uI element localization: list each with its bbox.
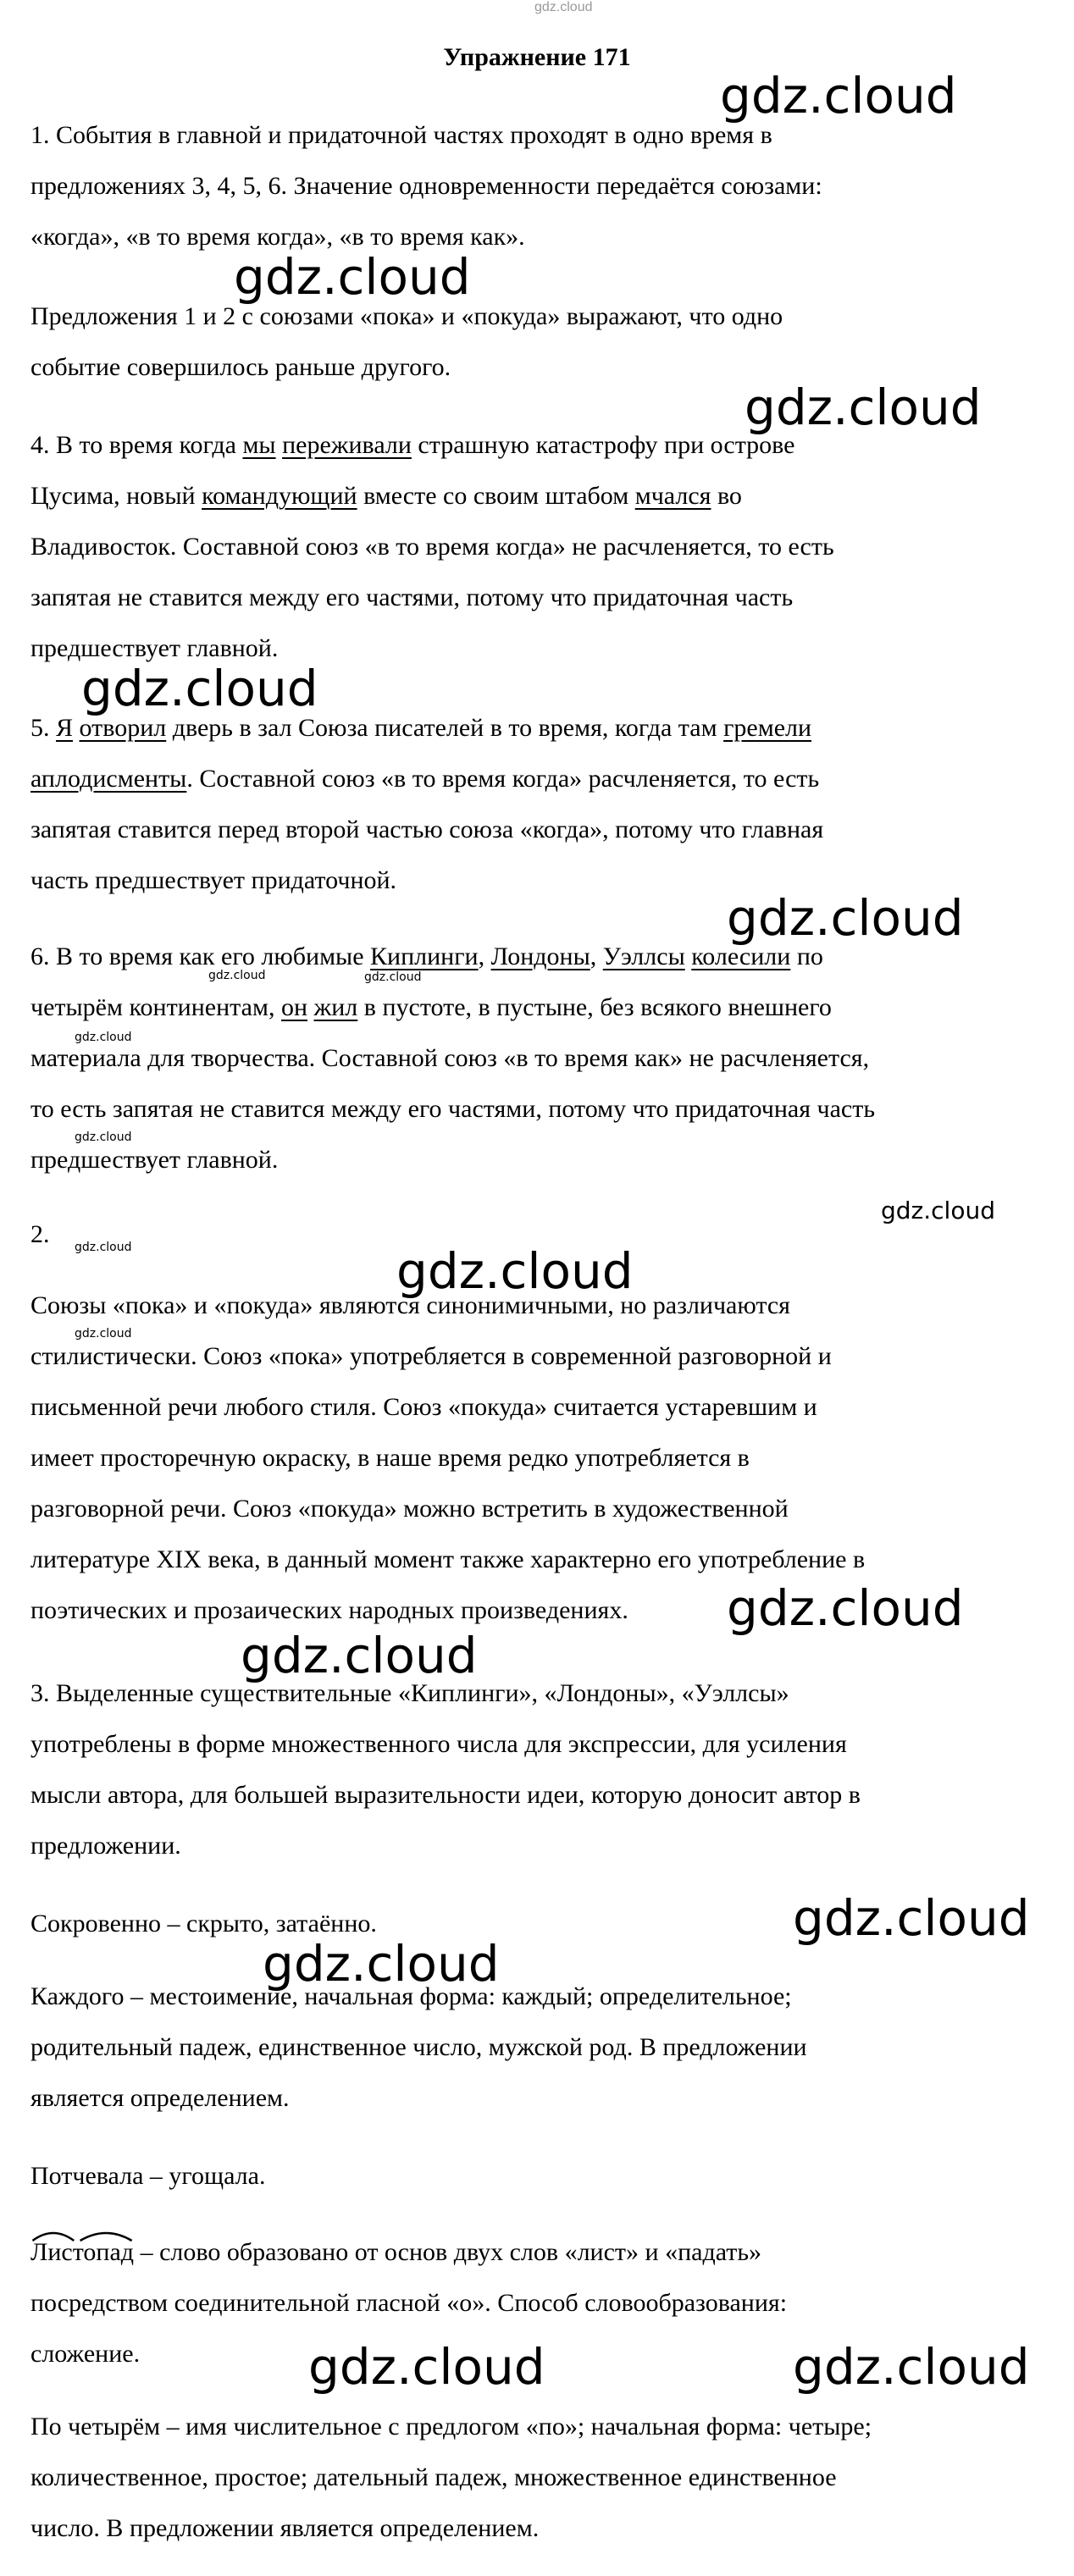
watermark-logo: gdz.cloud	[793, 2338, 1030, 2396]
text-line: то есть запятая не ставится между его частями, потому что придаточная часть	[30, 1095, 876, 1123]
text-line: имеет просторечную окраску, в наше время редко употребляется в	[30, 1444, 750, 1472]
subject-word: Лондоны	[490, 943, 590, 970]
text-line: часть предшествует придаточной.	[30, 866, 397, 894]
text-line: Листопад – слово образовано от основ двух слов «лист» и «падать»	[30, 2227, 1044, 2278]
root-arc-word: Листопад	[30, 2227, 134, 2278]
sentence-5-paragraph	[30, 703, 1044, 906]
watermark-logo-tiny: gdz.cloud	[75, 1327, 132, 1341]
watermark-logo-tiny: gdz.cloud	[364, 970, 422, 984]
watermark-logo: gdz.cloud	[793, 1889, 1030, 1947]
text-line: предшествует главной.	[30, 1146, 279, 1174]
text-line: Цусима, новый командующий вместе со своим штабом мчался во	[30, 482, 742, 510]
watermark-logo: gdz.cloud	[727, 1579, 964, 1637]
text-line: материала для творчества. Составной союз «в то время как» не расчленяется,	[30, 1044, 870, 1072]
text-line: поэтических и прозаических народных произведениях.	[30, 1596, 628, 1624]
text-line: посредством соединительной гласной «о». Способ словообразования:	[30, 2289, 788, 2317]
text-line: является определением.	[30, 2084, 290, 2112]
subject-word: Я	[56, 714, 74, 742]
text-line: Предложения 1 и 2 с союзами «пока» и «покуда» выражают, что одно	[30, 302, 783, 330]
text-line: число. В предложении является определением.	[30, 2514, 540, 2542]
subject-word: аплодисменты	[30, 765, 187, 793]
watermark-logo: gdz.cloud	[396, 1242, 634, 1300]
text-line: предшествует главной.	[30, 634, 279, 662]
watermark-logo: gdz.cloud	[81, 660, 318, 717]
document-page	[30, 0, 1044, 2576]
text-line: Потчевала – угощала.	[30, 2162, 266, 2190]
text-line: сложение.	[30, 2340, 141, 2368]
text-line: 4. В то время когда мы переживали страшную катастрофу при острове	[30, 431, 795, 459]
sentence-6-paragraph	[30, 931, 1044, 1186]
text-line: предложении.	[30, 1832, 181, 1860]
text-line: аплодисменты. Составной союз «в то время когда» расчленяется, то есть	[30, 765, 820, 793]
subject-word: Киплинги	[370, 943, 479, 970]
predicate-word: колесили	[691, 943, 791, 970]
text-line: Союзы «пока» и «покуда» являются синонимичными, но различаются	[30, 1291, 790, 1319]
watermark-logo-tiny: gdz.cloud	[75, 1241, 132, 1254]
answer-paragraph-3	[30, 1668, 1044, 1871]
watermark-logo: gdz.cloud	[234, 248, 471, 306]
watermark-logo: gdz.cloud	[727, 889, 964, 947]
watermark-logo-tiny: gdz.cloud	[75, 1031, 132, 1044]
text-line: литературе XIX века, в данный момент также характерно его употребление в	[30, 1545, 866, 1573]
text-line: 2.	[30, 1220, 50, 1248]
text-line: употреблены в форме множественного числа для экспрессии, для усиления	[30, 1730, 847, 1758]
exercise-title: Упражнение 171	[443, 43, 631, 71]
text-line: запятая не ставится между его частями, потому что придаточная часть	[30, 583, 794, 611]
text-line: 5. Я отворил дверь в зал Союза писателей в то время, когда там гремели	[30, 714, 812, 742]
text-line: «когда», «в то время когда», «в то время как».	[30, 223, 525, 251]
text-line: 3. Выделенные существительные «Киплинги», «Лондоны», «Уэллсы»	[30, 1679, 789, 1707]
text-line: По четырём – имя числительное с предлогом «по»; начальная форма: четыре;	[30, 2413, 872, 2441]
text-line: родительный падеж, единственное число, мужской род. В предложении	[30, 2033, 807, 2061]
text-line: четырём континентам, он жил в пустоте, в пустыне, без всякого внешнего	[30, 993, 832, 1021]
word-definition-potchevala	[30, 2151, 1044, 2202]
text-line: мысли автора, для большей выразительности идеи, которую доносит автор в	[30, 1781, 861, 1809]
predicate-word: отворил	[79, 714, 167, 742]
predicate-word: жил	[313, 993, 358, 1021]
watermark-logo: gdz.cloud	[241, 1627, 478, 1684]
subject-word: командующий	[202, 482, 357, 510]
text-line: 6. В то время как его любимые Киплинги, Лондоны, Уэллсы колесили по	[30, 943, 823, 970]
top-watermark: gdz.cloud	[534, 0, 593, 14]
text-line: стилистически. Союз «пока» употребляется в современной разговорной и	[30, 1342, 832, 1370]
text-line: Владивосток. Составной союз «в то время когда» не расчленяется, то есть	[30, 533, 834, 561]
subject-word: Уэллсы	[602, 943, 685, 970]
text-line: предложениях 3, 4, 5, 6. Значение одновременности передаётся союзами:	[30, 172, 822, 200]
text-line: Каждого – местоимение, начальная форма: каждый; определительное;	[30, 1982, 792, 2010]
text-line: разговорной речи. Союз «покуда» можно встретить в художественной	[30, 1495, 789, 1523]
subject-word: мы	[242, 431, 276, 459]
subject-word: он	[280, 993, 308, 1021]
watermark-logo: gdz.cloud	[308, 2338, 545, 2396]
watermark-logo-tiny: gdz.cloud	[208, 969, 266, 982]
word-analysis-kazhdogo	[30, 1971, 1044, 2124]
text-line: событие совершилось раньше другого.	[30, 353, 451, 381]
text-line: письменной речи любого стиля. Союз «покуда» считается устаревшим и	[30, 1393, 817, 1421]
watermark-logo: gdz.cloud	[720, 67, 957, 124]
predicate-word: переживали	[282, 431, 412, 459]
text-line: 1. События в главной и придаточной частях проходят в одно время в	[30, 121, 772, 149]
watermark-logo: gdz.cloud	[745, 379, 982, 436]
watermark-logo-tiny: gdz.cloud	[75, 1130, 132, 1144]
text-line: запятая ставится перед второй частью союза «когда», потому что главная	[30, 815, 824, 843]
answer-paragraph-2	[30, 291, 1044, 393]
root-arc-mark	[30, 2225, 134, 2242]
predicate-word: гремели	[723, 714, 812, 742]
text-line: количественное, простое; дательный падеж, множественное единственное	[30, 2463, 837, 2491]
answer-paragraph-1	[30, 110, 1044, 263]
watermark-logo-small: gdz.cloud	[881, 1197, 995, 1224]
watermark-logo: gdz.cloud	[263, 1935, 500, 1993]
text-line: Сокровенно – скрыто, затаённо.	[30, 1910, 377, 1938]
sentence-4-paragraph	[30, 420, 1044, 674]
word-analysis-po-chetyrem	[30, 2402, 1044, 2554]
predicate-word: мчался	[634, 482, 711, 510]
